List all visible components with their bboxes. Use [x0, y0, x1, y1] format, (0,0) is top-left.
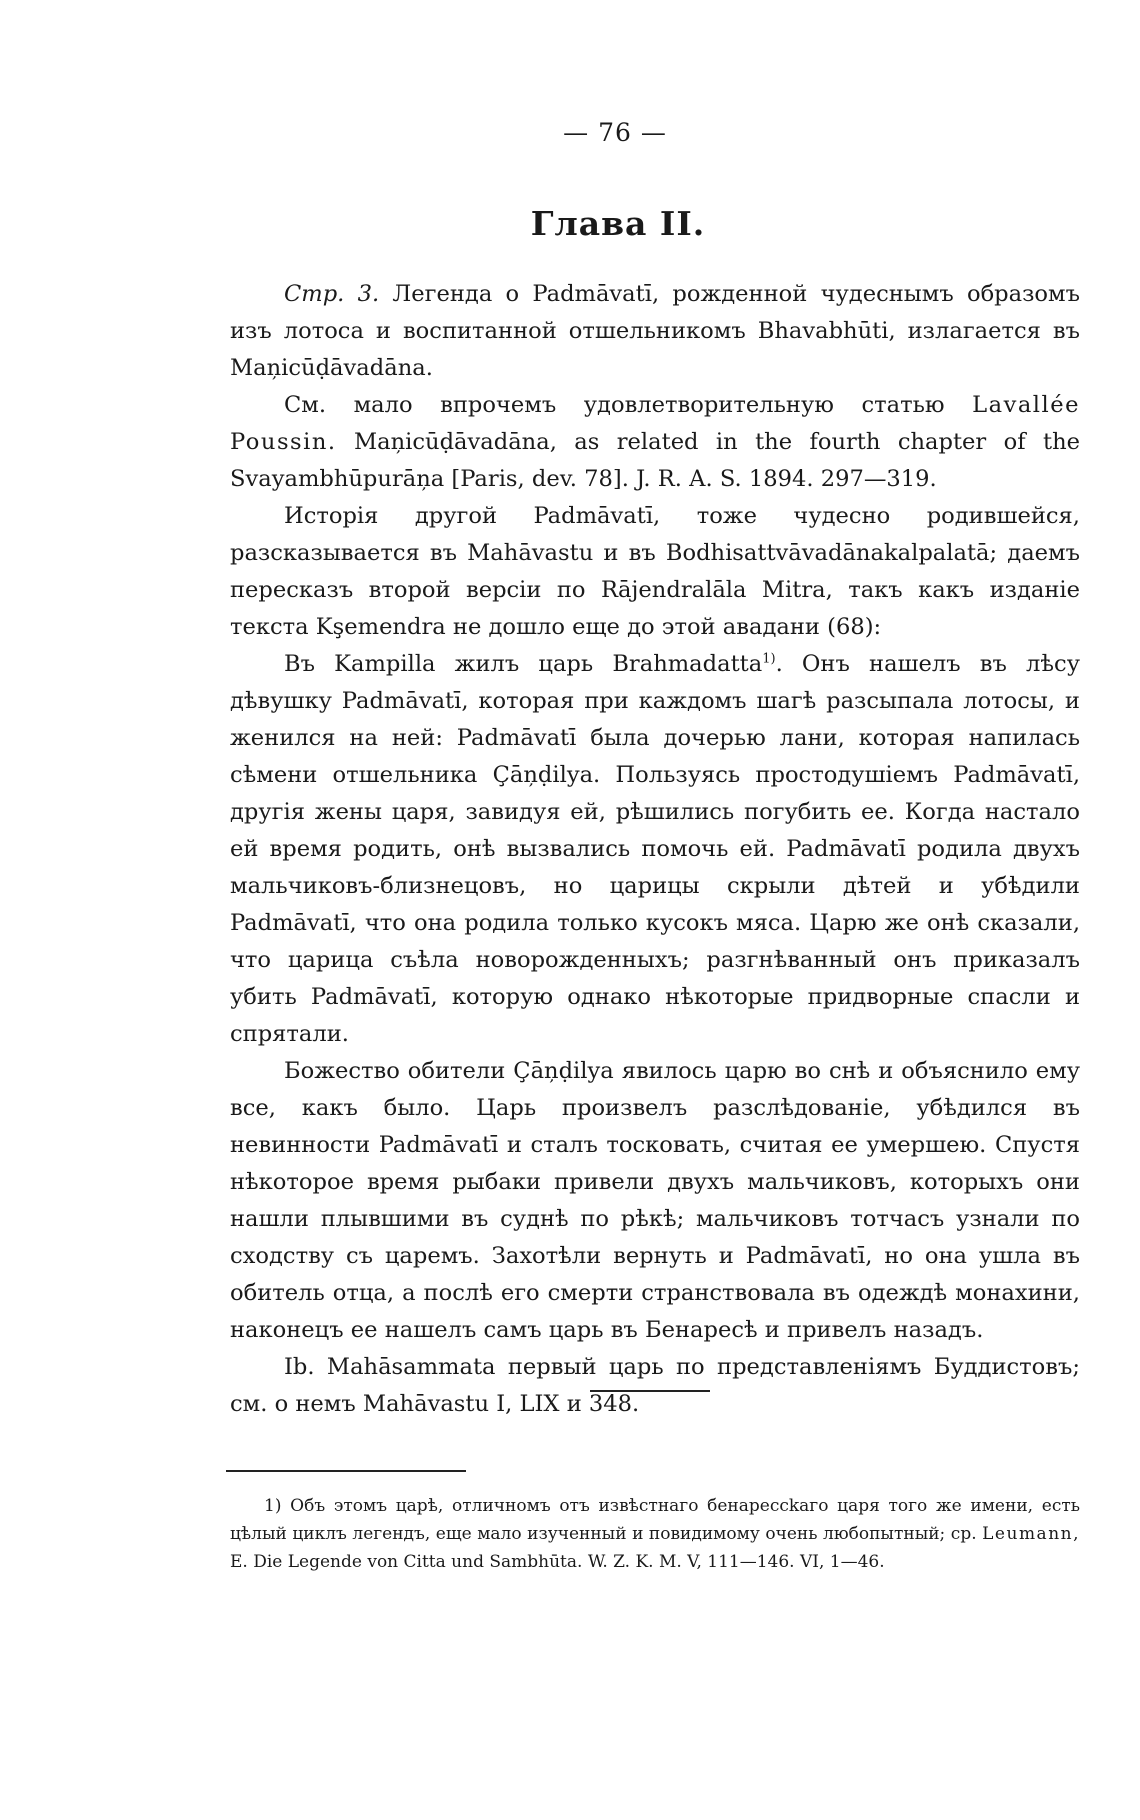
footnote-reference: 1) — [762, 651, 776, 667]
footnote-text — [230, 1492, 1080, 1576]
paragraph-kampilla-story — [230, 646, 1080, 1053]
footnote-divider — [226, 1470, 466, 1472]
page-reference-label: Стр. 3. — [284, 281, 380, 307]
paragraph-text: Въ Kampilla жилъ царь Brahmadatta — [284, 651, 763, 677]
paragraph-text: Maņicūḍāvadāna, as related in the fourth chapter of the Svayambhūpurāņa [Paris, dev. 78]. J. R. A. S. 1894. 297—319. — [230, 429, 1080, 492]
footnote-text-part: 1) Объ этомъ царѣ, отличномъ отъ извѣстнаго бенарессkаго царя того же имени, есть цѣлый циклъ легендъ, еще мало изученный и повидимому очень любопытный; ср. — [230, 1496, 1080, 1544]
chapter-title: Глава II. — [530, 204, 706, 243]
author-name: Lavallée Poussin. — [230, 392, 1080, 455]
section-divider — [590, 1390, 710, 1392]
paragraph-legend-padmavati — [230, 276, 1080, 387]
paragraph-text: Ib. Mahāsammata первый царь по представленіямъ Буддистовъ; см. о немъ Mahāvastu I, LIX и 348. — [230, 1354, 1080, 1417]
paragraph-reference-poussin — [230, 387, 1080, 498]
paragraph-text: Легенда о Padmāvatī, рожденной чудеснымъ образомъ изъ лотоса и воспитанной отшельникомъ Bhavabhūti, излагается въ Maņicūḍāvadāna. — [230, 281, 1080, 381]
footnote-text-part: E. Die Legende von Citta und Sambhūta. W. Z. K. M. V, 111—146. VI, 1—46. — [230, 1552, 885, 1572]
footnote-author: Leumann, — [982, 1524, 1080, 1544]
paragraph-text: . Онъ нашелъ въ лѣсу дѣвушку Padmāvatī, которая при каждомъ шагѣ разсыпала лотосы, и женился на ней: Padmāvatī была дочерью лани, которая напилась сѣмени отшельника Çāņḍilya. Пользуясь простодушіемъ Padmāvatī, другія жены царя, завидуя ей, рѣшились погубить ее. Когда настало ей время родить, онѣ вызвались помочь ей. Padmāvatī родила двухъ мальчиковъ-близнецовъ, но царицы скрыли дѣтей и убѣдили Padmāvatī, что она родила только кусокъ мяса. Царю же онѣ сказали, что царица съѣла новорожденныхъ; разгнѣванный онъ приказалъ убить Padmāvatī, которую однако нѣкоторые придворные спасли и спрятали. — [230, 651, 1080, 1047]
page-number: — 76 — — [563, 118, 667, 147]
footnote — [230, 1492, 1080, 1576]
paragraph-text: Божество обители Çāņḍilya явилось царю во снѣ и объяснило ему все, какъ было. Царь произвелъ разслѣдованіе, убѣдился въ невинности Padmāvatī и сталъ тосковать, считая ее умершею. Спустя нѣкоторое время рыбаки привели двухъ мальчиковъ, которыхъ они нашли плывшими въ суднѣ по рѣкѣ; мальчиковъ тотчасъ узнали по сходству съ царемъ. Захотѣли вернуть и Padmāvatī, но она ушла въ обитель отца, а послѣ его смерти странствовала въ одеждѣ монахини, наконецъ ее нашелъ самъ царь въ Бенаресѣ и привелъ назадъ. — [230, 1058, 1080, 1343]
body-text — [230, 276, 1080, 1423]
paragraph-mahasammata — [230, 1349, 1080, 1423]
paragraph-text: См. мало впрочемъ удовлетворительную статью — [284, 392, 973, 418]
paragraph-text: Исторія другой Padmāvatī, тоже чудесно родившейся, разсказывается въ Mahāvastu и въ Bodhisattvāvadānakalpalatā; даемъ пересказъ второй версіи по Rājendralāla Mitra, такъ какъ изданіе текста Kşemendra не дошло еще до этой авадани (68): — [230, 503, 1080, 640]
paragraph-deity-dream — [230, 1053, 1080, 1349]
paragraph-other-padmavati — [230, 498, 1080, 646]
